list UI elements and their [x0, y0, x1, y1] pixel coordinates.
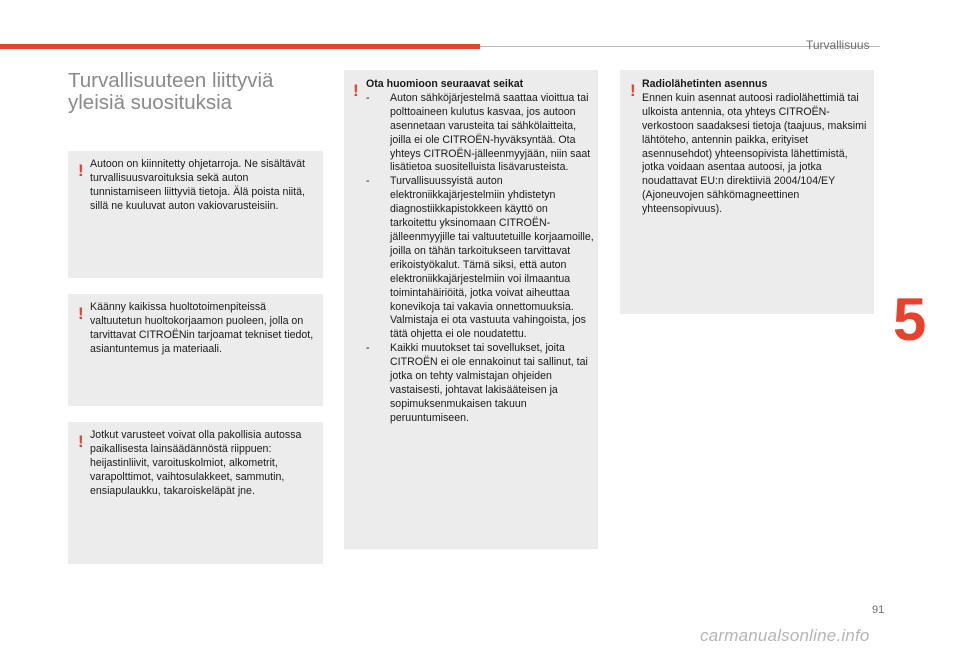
list-item-text: Auton sähköjärjestelmä saattaa vioittua tai polttoaineen kulutus kasvaa, jos autoon asennetaan varusteita tai sähkölaitteita, joilla ei ole CITROËN-hyväksyntää. Ota yhteys CITROËN-jälleenmyyjään, niin saat lisätietoa suositelluista lisävarusteista. — [390, 91, 591, 174]
info-box-text: Käänny kaikissa huoltotoimenpiteissä valtuutetun huoltokorjaamon puoleen, jolla on tarvittavat CITROËNin tarjoamat tekniset tiedot, asiantuntemus ja materiaali. — [90, 301, 314, 355]
warning-icon: ! — [78, 432, 84, 451]
info-box-labels — [68, 151, 323, 278]
list-dash: - — [366, 342, 370, 355]
warning-icon: ! — [78, 161, 84, 180]
list-item — [366, 92, 596, 175]
list-item-text: Turvallisuussyistä auton elektroniikkajärjestelmiin yhdistetyn diagnostiikkapistokkeen käyttö on tarkoitettu yksinomaan CITROËN-jälleenmyyjille tai valtuutetuille korjaamoille, joilla on tähän tarkoitukseen tarvittavat erikoistyökalut. Tämä siksi, että auton elektroniikkajärjestelmiin voi ilmaantua toimintahäiriöitä, jotka voivat aiheuttaa konevikoja tai vakavia onnettomuuksia. Valmistaja ei ota vastuuta vahingoista, jos tätä ohjetta ei ole noudatettu. — [390, 175, 594, 341]
info-box-text: Autoon on kiinnitetty ohjetarroja. Ne sisältävät turvallisuusvaroituksia sekä auton tunnistamiseen liittyviä tietoja. Älä poista niitä, sillä ne kuuluvat auton vakiovarusteisiin. — [90, 158, 305, 212]
warning-icon: ! — [78, 304, 84, 323]
info-box-mandatory-equipment — [68, 422, 323, 564]
page-title: Turvallisuuteen liittyviä yleisiä suosituksia — [68, 69, 274, 114]
watermark: carmanualsonline.info — [700, 626, 870, 645]
info-box-radio-transmitters — [620, 70, 874, 314]
list-dash: - — [366, 175, 370, 188]
section-title: Turvallisuus — [806, 38, 870, 52]
info-box-text: Ennen kuin asennat autoosi radiolähettimiä tai ulkoista antennia, ota yhteys CITROËN-verkostoon saadaksesi tietoja (taajuus, maksimi lähtöteho, antennin paikka, erityiset asennusehdot) yhteensopivista lähettimistä, jotka voidaan asentaa autoosi, ja jotka noudattavat EU:n direktiiviä 2004/104/EY (Ajoneuvojen sähkömagneettinen yhteensopivuus). — [642, 91, 867, 216]
info-box-servicing — [68, 294, 323, 406]
info-box-text: Jotkut varusteet voivat olla pakollisia autossa paikallisesta lainsäädännöstä riippuen: heijastinliivit, varoituskolmiot, alkometrit, varapolttimot, vaihtosulakkeet, sammutin, ensiapulaukku, takaroiskeläpät jne. — [90, 429, 302, 497]
list-item — [366, 342, 596, 425]
info-box-accessories — [344, 70, 598, 549]
warning-icon: ! — [353, 81, 359, 100]
list-item-text: Kaikki muutokset tai sovellukset, joita CITROËN ei ole ennakoinut tai sallinut, tai jotka on tehty valmistajan ohjeiden vastaisesti, johtavat lakisääteisen ja sopimuksenmukaisen takuun peruuntumiseen. — [390, 342, 588, 424]
list-dash: - — [366, 91, 370, 104]
info-box-heading: Radiolähetinten asennus — [642, 78, 768, 90]
list-item — [366, 175, 596, 342]
info-box-body — [366, 78, 596, 426]
info-box-body — [642, 78, 870, 217]
info-box-heading: Ota huomioon seuraavat seikat — [366, 78, 524, 90]
header-accent-bar — [0, 44, 480, 49]
chapter-number: 5 — [893, 286, 927, 353]
warning-icon: ! — [630, 81, 636, 100]
page-number: 91 — [872, 604, 885, 616]
